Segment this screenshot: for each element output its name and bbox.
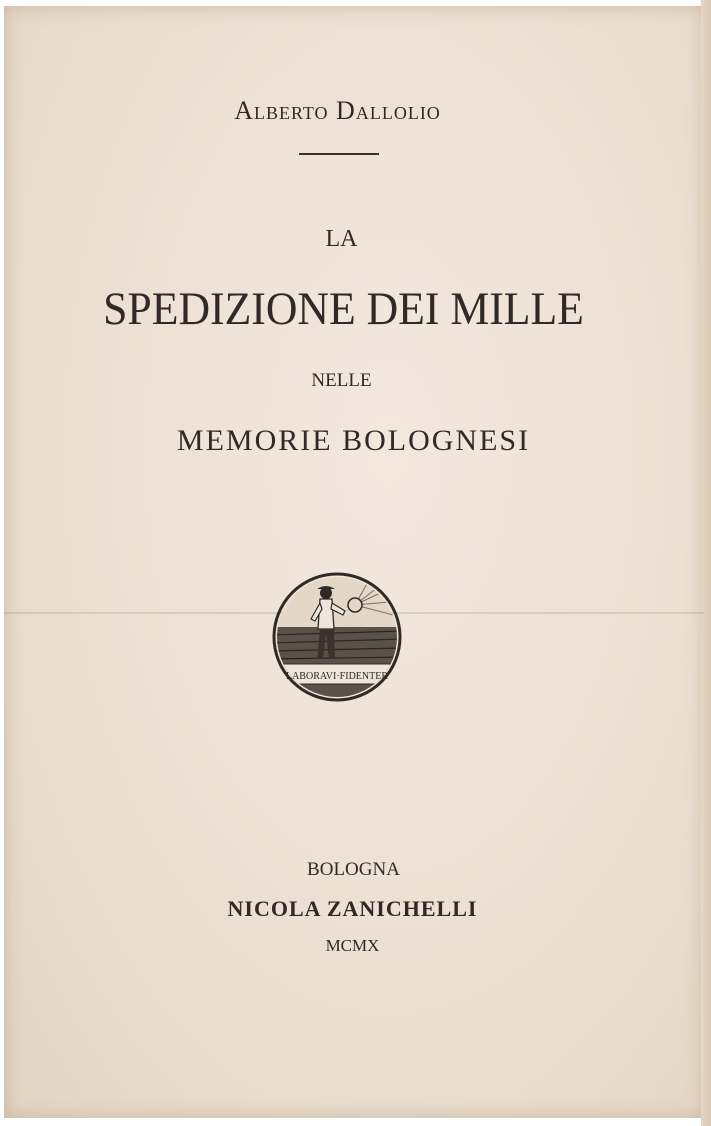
publisher-name: NICOLA ZANICHELLI	[227, 896, 478, 921]
publication-year: MCMX	[325, 936, 380, 955]
emblem-motto: LABORAVI·FIDENTER	[285, 671, 389, 682]
sower-emblem-icon	[271, 571, 403, 703]
publication-city: BOLOGNA	[307, 859, 400, 880]
author-name: Alberto Dallolio	[234, 96, 441, 125]
title-article: LA	[325, 226, 358, 252]
paper-edge	[701, 0, 711, 1126]
divider-rule	[299, 153, 379, 155]
title-connector: NELLE	[311, 370, 372, 391]
book-subtitle: MEMORIE BOLOGNESI	[176, 424, 531, 457]
book-title: SPEDIZIONE DEI MILLE	[103, 283, 584, 335]
